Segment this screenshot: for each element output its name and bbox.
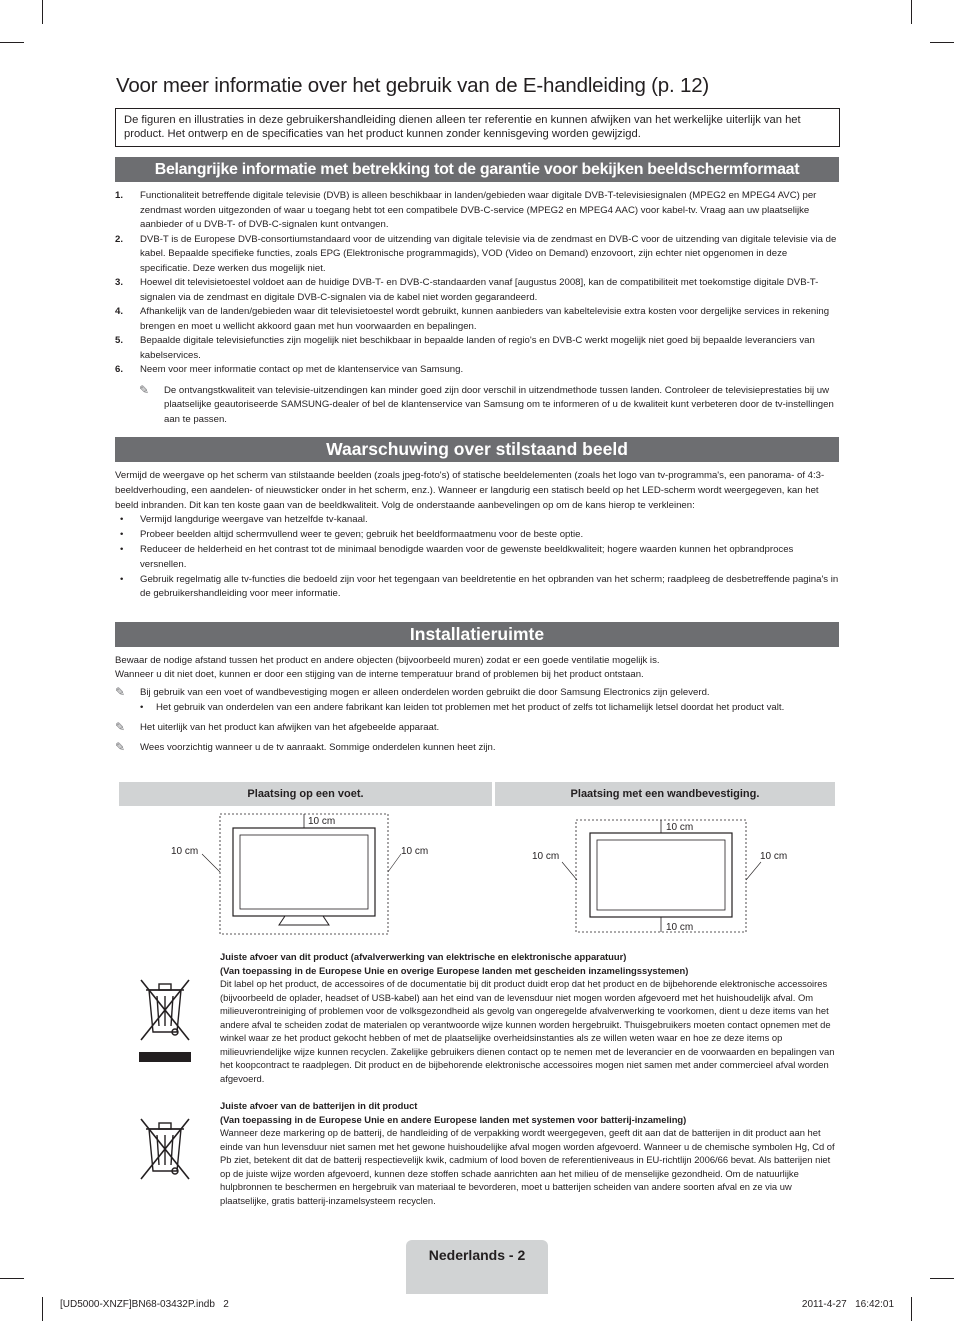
list-number: 6. bbox=[115, 364, 124, 375]
section-heading-installation: Installatieruimte bbox=[115, 622, 839, 647]
crop-mark bbox=[930, 1278, 954, 1279]
list-text: DVB-T is de Europese DVB-consortiumstandaard voor de uitzending van digitale televisie via de zendmast en DVB-C voor de uitzending van digitale televisie via de kabel. Bepaalde specifieke functies, zoals EPG (Elektronische programmagids), VOD (Video on Demand) enzovoort, zijn echter niet opgenomen in deze specificatie. Deze werken dus mogelijk niet. bbox=[140, 233, 837, 274]
page-title: Voor meer informatie over het gebruik van de E-handleiding (p. 12) bbox=[116, 74, 710, 97]
print-timestamp: 2011-4-27 16:42:01 bbox=[801, 1299, 894, 1310]
installation-intro-1: Bewaar de nodige afstand tussen het product en andere objecten (bijvoorbeeld muren) zodat er een goede ventilatie mogelijk is. bbox=[115, 655, 660, 666]
clearance-label-left: 10 cm bbox=[532, 851, 560, 862]
clearance-label-bottom: 10 cm bbox=[666, 922, 694, 933]
list-item: • Vermijd langdurige weergave van hetzelfde tv-kanaal. bbox=[115, 513, 839, 528]
list-item bbox=[115, 363, 839, 378]
disposal-section bbox=[115, 950, 839, 1207]
note-text: Bij gebruik van een voet of wandbevestiging mogen er alleen onderdelen worden gebruikt die door Samsung Electronics zijn geleverd. bbox=[140, 687, 710, 699]
crop-mark bbox=[42, 0, 43, 24]
list-text: Afhankelijk van de landen/gebieden waar dit televisietoestel wordt gebruikt, kunnen aanbieders van kabeltelevisie extra kosten voor dergelijke services in rekening brengen en moet u wellicht akkoord gaan met hun voorwaarden en bepalingen. bbox=[140, 306, 830, 332]
note bbox=[139, 384, 839, 428]
disclaimer-box: De figuren en illustraties in deze gebruikershandleiding dienen alleen ter referentie en kunnen afwijken van het werkelijke uiterlijk van het product. Het ontwerp en de specificaties van het product kunnen zonder kennisgeving worden gewijzigd. bbox=[115, 108, 840, 147]
column-header-wall: Plaatsing met een wandbevestiging. bbox=[495, 782, 835, 806]
stand-diagram bbox=[171, 814, 428, 934]
weee-title: Juiste afvoer van dit product (afvalverwerking van elektrische en elektronische apparatuur) bbox=[220, 951, 627, 962]
list-item bbox=[115, 334, 839, 363]
battery-block bbox=[115, 1099, 839, 1207]
crop-mark bbox=[911, 1297, 912, 1321]
battery-title: Juiste afvoer van de batterijen in dit product bbox=[220, 1100, 418, 1111]
clearance-leader bbox=[562, 862, 577, 880]
page-number-tab: Nederlands - 2 bbox=[406, 1240, 548, 1294]
weee-subtitle: (Van toepassing in de Europese Unie en overige Europese landen met gescheiden inzamelingssystemen) bbox=[220, 964, 689, 976]
list-number: 2. bbox=[115, 233, 124, 245]
clearance-label-right: 10 cm bbox=[760, 851, 788, 862]
column-header-stand: Plaatsing op een voet. bbox=[119, 782, 492, 806]
list-item: • Reduceer de helderheid en het contrast tot de minimaal benodigde waarden voor de gewenste beeldkwaliteit; hogere waarden kunnen het opbrandproces versnellen. bbox=[115, 543, 839, 573]
crop-mark bbox=[0, 1278, 24, 1279]
clearance-leader bbox=[202, 854, 220, 872]
crop-mark bbox=[0, 42, 24, 43]
clearance-label-left: 10 cm bbox=[171, 846, 199, 857]
note-text: Het uiterlijk van het product kan afwijken van het afgebeelde apparaat. bbox=[140, 721, 440, 733]
weee-block bbox=[115, 950, 839, 1085]
tv-stand bbox=[279, 916, 329, 925]
crop-mark bbox=[911, 0, 912, 24]
list-number: 5. bbox=[115, 335, 124, 346]
note-sub-bullets bbox=[140, 701, 839, 715]
list-item bbox=[115, 276, 839, 305]
crossed-bin-icon bbox=[135, 1113, 195, 1183]
print-file-name: [UD5000-XNZF]BN68-03432P.indb 2 bbox=[60, 1299, 229, 1310]
clearance-leader bbox=[746, 862, 761, 880]
note-text: De ontvangstkwaliteit van televisie-uitzendingen kan minder goed zijn door verschil in uitzendmethode tussen landen. Controleer de televisieprestaties bij uw plaatselijke geautoriseerde SAMSUNG-dealer of bel de klantenservice van Samsung om te informeren of u de kwaliteit kunt verbeteren door de tv-instellingen aan te passen. bbox=[164, 384, 834, 425]
clearance-label-top: 10 cm bbox=[308, 816, 336, 827]
list-item bbox=[115, 189, 839, 233]
crop-mark bbox=[42, 1297, 43, 1321]
note bbox=[115, 686, 839, 700]
list-item bbox=[115, 233, 839, 277]
list-text: Functionaliteit betreffende digitale televisie (DVB) is alleen beschikbaar in landen/gebieden waar digitale DVB-T-televisiesignalen (MPEG2 en MPEG4 AVC) per zendmast worden uitgezonden of waar u toegang hebt tot een compatibele DVB-C-service (MPEG2 en MPEG4 AAC) voor kabel-tv. Vraag aan uw plaatselijke aanbieder of u DVB-T- of DVB-C-signalen kunt ontvangen. bbox=[140, 190, 817, 230]
tv-frame bbox=[590, 833, 732, 917]
list-item: • Gebruik regelmatig alle tv-functies die bedoeld zijn voor het tegengaan van beeldretentie en het opbranden van het scherm; raadpleeg de desbetreffende pagina's in de gebruikershandleiding voor meer informatie. bbox=[115, 573, 839, 603]
crop-mark bbox=[930, 42, 954, 43]
installation-diagrams bbox=[115, 806, 839, 941]
list-item bbox=[115, 305, 839, 334]
list-text: Hoewel dit televisietoestel voldoet aan de huidige DVB-T- en DVB-C-standaarden vanaf [augustus 2008], kan de compatibiliteit met toekomstige digitale DVB-T-signalen via de zendmast en digitale DVB-C-signalen via de kabel niet worden gegarandeerd. bbox=[140, 277, 819, 303]
note bbox=[115, 721, 839, 735]
list-text: Neem voor meer informatie contact op met de klantenservice van Samsung. bbox=[140, 364, 464, 375]
clearance-leader bbox=[388, 854, 401, 872]
battery-subtitle: (Van toepassing in de Europese Unie en andere Europese landen met systemen voor batterij-inzameling) bbox=[220, 1113, 687, 1125]
list-item: • Het gebruik van onderdelen van een andere fabrikant kan leiden tot problemen met het product of zelfs tot lichamelijk letsel doordat het product valt. bbox=[140, 701, 839, 715]
warranty-list bbox=[115, 189, 839, 427]
weee-text: Dit label op het product, de accessoires of de documentatie bij dit product duidt erop dat het product en de bijbehorende elektronische accessoires (bijvoorbeeld de oplader, headset of USB-kabel) aan het eind van de levensduur niet mogen worden afgevoerd met het huishoudelijk afval. Om milieuverontreiniging of problemen voor de volksgezondheid als gevolg van ongeregelde afvalverwerking te voorkomen, dient u deze items van het andere afval te scheiden zodat de materialen op verantwoorde wijze kunnen worden hergebruikt. Thuisgebruikers moeten contact opnemen met de winkel waar ze het product gekocht hebben of met de plaatselijke overheidsinstanties als ze willen weten waar en hoe ze deze items op milieuvriendelijke wijze kunnen recyclen. Zakelijke gebruikers dienen contact op te nemen met de leverancier en de voorwaarden en bepalingen van het koopcontract te raadplegen. Dit product en de bijbehorende elektronische accessoires mogen niet samen met ander commercieel afval worden afgevoerd. bbox=[220, 978, 835, 1084]
section-heading-warranty: Belangrijke informatie met betrekking tot de garantie voor bekijken beeldschermformaat bbox=[115, 157, 839, 182]
list-number: 4. bbox=[115, 306, 124, 317]
note-text: Wees voorzichtig wanneer u de tv aanraakt. Sommige onderdelen kunnen heet zijn. bbox=[140, 742, 496, 754]
still-image-bullets bbox=[115, 513, 839, 602]
installation-section bbox=[115, 654, 839, 755]
pencil-note-icon: ✎ bbox=[115, 740, 126, 755]
pencil-note-icon: ✎ bbox=[115, 719, 126, 734]
still-image-section bbox=[115, 469, 839, 602]
crossed-bin-icon bbox=[135, 974, 195, 1092]
list-number: 1. bbox=[115, 190, 124, 201]
installation-intro-2: Wanneer u dit niet doet, kunnen er door een stijging van de interne temperatuur brand of problemen bij het product ontstaan. bbox=[115, 669, 644, 681]
wall-diagram bbox=[532, 820, 787, 933]
note bbox=[115, 741, 839, 755]
tv-frame bbox=[233, 828, 375, 916]
battery-text: Wanneer deze markering op de batterij, de handleiding of de verpakking wordt weergegeven, geeft dit aan dat de batterijen in dit product aan het einde van hun levensduur niet samen met het gewone huishoudelijke afval mogen worden afgevoerd. Wanneer u de chemische symbolen Hg, Cd of Pb ziet, betekent dit dat de batterij respectievelijk kwik, cadmium of lood boven de referentieniveaus in EU-richtlijn 2006/66 bevat. Als batterijen niet op de juiste wijze worden afgevoerd, kunnen deze stoffen schade aanrichten aan het milieu of de menselijke gezondheid. Om de natuurlijke hulpbronnen te beschermen en hergebruik van materiaal te bevorderen, moet u batterijen scheiden van andere soorten afval en ze via uw plaatselijke, gratis batterij-inzamelsysteem recyclen. bbox=[220, 1127, 835, 1206]
clearance-label-top: 10 cm bbox=[666, 822, 694, 833]
pencil-note-icon: ✎ bbox=[115, 685, 126, 700]
list-item: • Probeer beelden altijd schermvullend weer te geven; gebruik het beeldformaatmenu voor de beste optie. bbox=[115, 528, 839, 543]
still-image-intro: Vermijd de weergave op het scherm van stilstaande beelden (zoals jpeg-foto's) of statische beeldelementen (zoals het logo van tv-programma's, een panorama- of 4:3-beeldverhouding, een aandelen- of nieuwsticker onder in het scherm, enz.). Wanneer er langdurig een statisch beeld op het LED-scherm wordt weergegeven, kan het beeld inbranden. Dit kan ten koste gaan van de beeldkwaliteit. Volg de onderstaande aanbevelingen op om de kans hierop te verkleinen: bbox=[115, 470, 825, 511]
list-text: Bepaalde digitale televisiefuncties zijn mogelijk niet beschikbaar in bepaalde landen of regio's en DVB-C werkt mogelijk niet goed bij bepaalde leveranciers van kabelservices. bbox=[140, 335, 815, 361]
list-number: 3. bbox=[115, 277, 124, 288]
pencil-note-icon: ✎ bbox=[139, 382, 150, 397]
section-heading-still-image: Waarschuwing over stilstaand beeld bbox=[115, 437, 839, 462]
clearance-label-right: 10 cm bbox=[401, 846, 429, 857]
